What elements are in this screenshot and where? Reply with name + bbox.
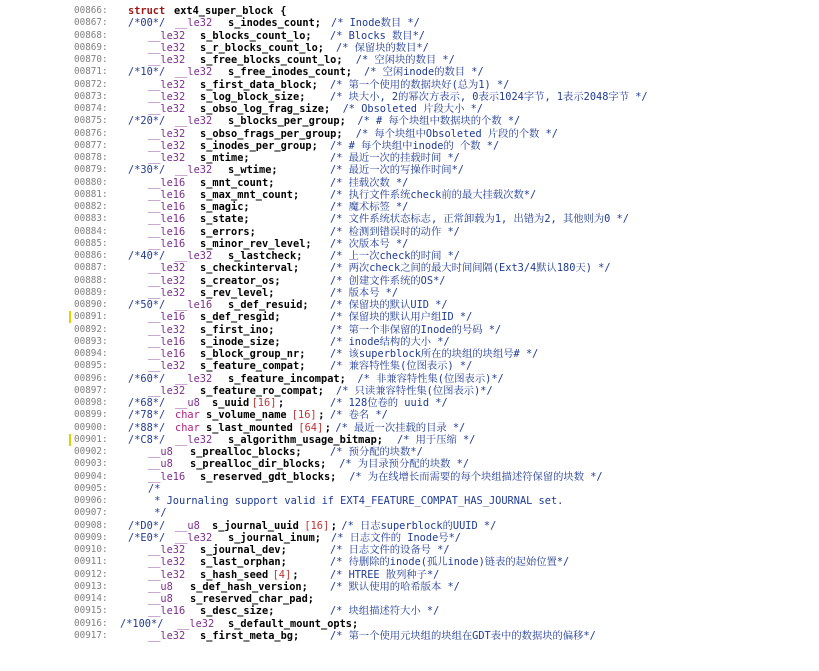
field-comment: /* 每个块组中Obsoleted 片段的个数 */ [355, 127, 558, 140]
line-number: 00872: [74, 78, 108, 90]
line-number: 00915: [74, 605, 108, 617]
field-type: __le32 [148, 544, 186, 556]
code-line [0, 287, 819, 299]
line-number: 00897: [74, 384, 108, 396]
field-type: __le32 [148, 152, 186, 164]
field-name: s_r_blocks_count_lo; [200, 41, 324, 54]
code-line [0, 532, 819, 544]
code-line [0, 520, 819, 532]
field-comment: /* 兼容特性集(位图表示) */ [330, 360, 473, 373]
field-name: s_reserved_gdt_blocks; [200, 470, 337, 483]
line-number: 00887: [74, 262, 108, 274]
field-type: __le32 [148, 54, 186, 66]
open-brace: { [274, 5, 287, 17]
line-number: 00909: [74, 531, 108, 543]
line-number: 00911: [74, 556, 108, 568]
line-number: 00882: [74, 201, 108, 212]
offset-comment: /*88*/ [128, 421, 166, 434]
line-number: 00881: [74, 188, 108, 200]
code-line [0, 189, 819, 201]
code-line [0, 360, 819, 372]
code-line [0, 507, 819, 519]
field-name: s_journal_inum; [228, 531, 321, 544]
array-size: [4] [272, 568, 292, 581]
code-line [0, 140, 819, 152]
field-comment: /* 块大小, 2的幂次方表示, 0表示1024字节, 1表示2048字节 */ [330, 90, 648, 103]
field-type: __le32 [148, 127, 186, 140]
field-comment: /* HTREE 散列种子*/ [330, 568, 440, 581]
field-type: __le32 [148, 384, 186, 397]
line-number: 00873: [74, 90, 108, 102]
code-line [0, 250, 819, 262]
field-comment: /* Obsoleted 片段大小 */ [342, 103, 483, 115]
field-type: __le32 [148, 262, 186, 275]
field-type: __le32 [177, 617, 215, 630]
field-name: s_log_block_size; [200, 90, 306, 103]
line-number: 00889: [74, 286, 108, 298]
field-type: __le32 [148, 103, 186, 115]
array-size: [64] [298, 421, 324, 434]
code-line [0, 213, 819, 225]
code-line [0, 311, 819, 323]
line-number: 00890: [74, 299, 108, 310]
line-number: 00917: [74, 629, 108, 641]
field-comment: /* Blocks 数目*/ [330, 29, 425, 42]
line-number: 00893: [74, 335, 108, 347]
line-number: 00869: [74, 41, 108, 53]
line-number: 00905: [74, 482, 108, 494]
field-type: __le32 [175, 115, 213, 128]
line-number: 00912: [74, 568, 108, 580]
code-line [0, 54, 819, 66]
code-line [0, 324, 819, 336]
code-line [0, 434, 819, 446]
offset-comment: /*00*/ [128, 17, 166, 30]
field-type: __u8 [175, 519, 200, 532]
code-line [0, 605, 819, 617]
line-number: 00907: [74, 507, 108, 519]
field-type: __le16 [148, 605, 186, 618]
field-comment: /* 第一个使用元块组的块组在GDT表中的数据块的偏移*/ [330, 629, 596, 642]
field-comment: /* Inode数目 */ [331, 17, 420, 30]
code-line [0, 103, 819, 115]
line-number: 00898: [74, 397, 108, 408]
field-name: s_journal_dev; [200, 544, 287, 556]
field-name: s_rev_level; [200, 286, 275, 299]
field-comment: /* 空闲块的数目 */ [355, 54, 455, 66]
field-name: s_creator_os; [200, 274, 281, 287]
line-number: 00868: [74, 29, 108, 41]
array-size: [16] [291, 409, 317, 422]
field-name: s_first_data_block; [200, 78, 318, 91]
field-name: s_max_mnt_count; [200, 188, 300, 201]
code-line [0, 262, 819, 274]
field-name: s_wtime; [228, 164, 278, 177]
field-comment: /* 魔术标签 */ [330, 201, 409, 213]
field-comment: /* 非兼容特性集(位图表示)*/ [357, 372, 504, 385]
line-number: 00874: [74, 103, 108, 114]
code-line [0, 79, 819, 91]
code-line [0, 115, 819, 127]
line-number: 00906: [74, 495, 108, 506]
code-line [0, 618, 819, 630]
line-number: 00910: [74, 544, 108, 555]
field-name: s_free_blocks_count_lo; [200, 54, 343, 66]
code-line [0, 471, 819, 483]
semicolon: ; [324, 421, 331, 434]
field-type: __le32 [148, 139, 186, 152]
line-number: 00885: [74, 237, 108, 249]
field-type: __le16 [148, 470, 186, 483]
line-number: 00916: [74, 617, 108, 629]
change-marker [69, 311, 71, 323]
code-line [0, 30, 819, 42]
field-comment: /* 第一个使用的数据块好(总为1) */ [330, 78, 510, 91]
field-comment: /* 空闲inode的数目 */ [364, 66, 484, 79]
field-name: s_journal_uuid [212, 519, 299, 532]
line-number: 00894: [74, 348, 108, 359]
offset-comment: /*20*/ [128, 115, 166, 128]
line-number: 00878: [74, 152, 108, 163]
code-line [0, 42, 819, 54]
field-comment: /* 最近一次的挂载时间 */ [330, 152, 460, 164]
field-type: __le32 [148, 629, 186, 642]
field-type: __le16 [148, 225, 186, 238]
line-number: 00914: [74, 593, 108, 604]
field-type: __le16 [148, 201, 186, 213]
offset-comment: /*40*/ [128, 250, 166, 262]
field-name: s_last_orphan; [200, 556, 287, 569]
field-comment: /* 预分配的块数*/ [330, 446, 423, 458]
field-comment: /* 该superblock所在的块组的块组号# */ [330, 348, 539, 360]
line-number: 00891: [74, 311, 108, 323]
field-name: s_feature_incompat; [228, 372, 346, 385]
field-type: __le32 [175, 66, 213, 79]
field-name: s_blocks_count_lo; [200, 29, 312, 42]
field-type: char [175, 409, 200, 422]
field-type: __u8 [148, 593, 173, 605]
field-comment: /* 版本号 */ [330, 286, 399, 299]
field-comment: /* 最近一次挂载的目录 */ [335, 421, 466, 434]
field-name: s_hash_seed [200, 568, 269, 581]
field-name: s_lastcheck; [228, 250, 303, 262]
semicolon: ; [318, 409, 325, 422]
line-number: 00877: [74, 139, 108, 151]
field-comment: /* # 每个块组中数据块的个数 */ [357, 115, 521, 128]
offset-comment: /*C8*/ [128, 433, 166, 446]
field-type: __le32 [148, 323, 186, 336]
line-number: 00879: [74, 164, 108, 176]
line-number: 00904: [74, 470, 108, 482]
field-type: __le32 [175, 17, 213, 30]
field-name: s_last_mounted [206, 421, 293, 434]
code-line [0, 152, 819, 164]
code-line [0, 544, 819, 556]
field-comment: /* 保留块的默认UID */ [330, 299, 448, 311]
struct-keyword: struct [128, 5, 166, 17]
field-comment: /* 128位卷的 uuid */ [330, 397, 448, 409]
field-type: __le32 [175, 531, 213, 544]
comment-text: */ [148, 507, 167, 520]
field-name: s_free_inodes_count; [228, 66, 352, 79]
code-line [0, 483, 819, 495]
field-name: s_checkinterval; [200, 262, 300, 275]
field-name: s_desc_size; [200, 605, 275, 618]
field-type: __le32 [148, 568, 186, 581]
field-type: __u8 [148, 458, 173, 471]
offset-comment: /*10*/ [128, 66, 166, 79]
code-line [0, 348, 819, 360]
code-line [0, 238, 819, 250]
code-line [0, 164, 819, 176]
field-name: s_def_hash_version; [190, 580, 308, 593]
code-line [0, 630, 819, 642]
line-number: 00899: [74, 409, 108, 421]
field-comment: /* 日志superblock的UUID */ [341, 519, 497, 532]
line-number: 00876: [74, 127, 108, 139]
code-line [0, 385, 819, 397]
field-name: s_errors; [200, 225, 256, 238]
field-comment: /* 第一个非保留的Inode的号码 */ [330, 323, 502, 336]
semicolon: ; [292, 568, 299, 581]
field-comment: /* 检测到错误时的动作 */ [330, 225, 460, 238]
line-number: 00871: [74, 66, 108, 78]
line-number: 00883: [74, 213, 108, 225]
field-type: __le32 [148, 78, 186, 91]
field-name: s_default_mount_opts; [228, 617, 359, 630]
field-type: __le32 [148, 41, 186, 54]
field-comment: /* 日志文件的设备号 */ [330, 544, 450, 556]
field-type: __le32 [175, 250, 213, 262]
line-number: 00913: [74, 580, 108, 592]
field-comment: /* 挂载次数 */ [330, 176, 409, 189]
field-comment: /* 用于压缩 */ [397, 433, 476, 446]
field-comment: /* inode结构的大小 */ [330, 335, 450, 348]
field-comment: /* 待删除的inode(孤儿inode)链表的起始位置*/ [330, 556, 570, 569]
field-name: s_feature_ro_compat; [200, 384, 324, 397]
field-type: __le16 [148, 237, 186, 250]
field-type: char [175, 421, 200, 434]
line-number: 00870: [74, 54, 108, 65]
line-number: 00886: [74, 250, 108, 261]
line-number: 00880: [74, 176, 108, 188]
field-comment: /* 为在线增长而需要的每个块组描述符保留的块数 */ [349, 470, 603, 483]
field-comment: /* 为目录预分配的块数 */ [339, 458, 470, 471]
field-name: s_minor_rev_level; [200, 237, 312, 250]
field-type: __le32 [148, 29, 186, 42]
code-line [0, 422, 819, 434]
code-line [0, 5, 819, 17]
offset-comment: /*50*/ [128, 299, 166, 311]
line-number: 00900: [74, 421, 108, 433]
field-name: s_uuid [212, 397, 250, 409]
field-name: s_blocks_per_group; [228, 115, 346, 128]
field-type: __le32 [175, 372, 213, 385]
code-line [0, 495, 819, 507]
field-type: __le32 [148, 274, 186, 287]
code-line [0, 177, 819, 189]
field-name: s_block_group_nr; [200, 348, 306, 360]
field-type: __u8 [148, 580, 173, 593]
semicolon: ; [330, 519, 337, 532]
line-number: 00888: [74, 274, 108, 286]
field-type: __le32 [175, 164, 213, 177]
line-number: 00896: [74, 372, 108, 384]
semicolon: ; [278, 397, 285, 409]
field-type: __le16 [148, 176, 186, 189]
offset-comment: /*D0*/ [128, 519, 166, 532]
field-name: s_first_ino; [200, 323, 275, 336]
array-size: [16] [251, 397, 277, 409]
code-line [0, 458, 819, 470]
code-line [0, 91, 819, 103]
code-line [0, 397, 819, 409]
field-comment: /* 保留块的数目*/ [336, 41, 429, 54]
field-type: __le16 [148, 188, 186, 201]
line-number: 00866: [74, 5, 108, 16]
code-line [0, 128, 819, 140]
line-number: 00892: [74, 323, 108, 335]
line-number: 00908: [74, 519, 108, 531]
code-line [0, 226, 819, 238]
field-name: s_mtime; [200, 152, 250, 164]
field-type: __u8 [175, 397, 200, 409]
offset-comment: /*30*/ [128, 164, 166, 177]
field-name: s_inodes_count; [228, 17, 321, 30]
field-comment: /* 只读兼容特性集(位图表示)*/ [336, 384, 493, 397]
field-name: s_first_meta_bg; [200, 629, 300, 642]
field-comment: /* 创建文件系统的OS*/ [330, 274, 446, 287]
array-size: [16] [304, 519, 330, 532]
field-type: __le16 [175, 299, 213, 311]
field-type: __le16 [148, 311, 186, 324]
struct-name: ext4_super_block [174, 5, 274, 17]
code-line [0, 409, 819, 421]
field-comment: /* 次版本号 */ [330, 237, 409, 250]
code-line [0, 373, 819, 385]
line-number: 00902: [74, 446, 108, 457]
field-type: __u8 [148, 446, 173, 458]
field-name: s_prealloc_blocks; [190, 446, 302, 458]
field-comment: /* 块组描述符大小 */ [330, 605, 440, 618]
field-comment: /* 卷名 */ [330, 409, 388, 422]
code-line [0, 336, 819, 348]
field-name: s_volume_name [206, 409, 287, 422]
field-name: s_feature_compat; [200, 360, 306, 373]
field-comment: /* 执行文件系统check前的最大挂载次数*/ [330, 188, 537, 201]
field-comment: /* # 每个块组中inode的 个数 */ [330, 139, 500, 152]
field-comment: /* 文件系统状态标志, 正常卸载为1, 出错为2, 其他则为0 */ [330, 213, 629, 226]
line-number: 00901: [74, 433, 108, 445]
field-comment: /* 上一次check的时间 */ [330, 250, 460, 262]
field-type: __le32 [148, 286, 186, 299]
field-type: __le16 [148, 348, 186, 360]
field-name: s_state; [200, 213, 250, 226]
line-number: 00903: [74, 458, 108, 470]
code-line [0, 581, 819, 593]
field-name: s_def_resuid; [228, 299, 309, 311]
code-line [0, 201, 819, 213]
line-number: 00895: [74, 360, 108, 372]
field-comment: /* 默认使用的哈希版本 */ [330, 580, 460, 593]
field-name: s_prealloc_dir_blocks; [190, 458, 327, 471]
field-comment: /* 两次check之间的最大时间间隔(Ext3/4默认180天) */ [330, 262, 611, 275]
code-line [0, 593, 819, 605]
change-marker [69, 434, 71, 446]
field-comment: /* 最近一次的写操作时间*/ [330, 164, 464, 177]
field-name: s_obso_frags_per_group; [200, 127, 343, 140]
line-number: 00875: [74, 115, 108, 127]
field-type: __le16 [148, 335, 186, 348]
field-name: s_reserved_char_pad; [190, 593, 314, 605]
code-line [0, 446, 819, 458]
comment-text: /* [148, 482, 161, 495]
offset-comment: /*68*/ [128, 397, 166, 409]
field-type: __le32 [175, 433, 213, 446]
line-number: 00884: [74, 225, 108, 237]
code-line [0, 275, 819, 287]
line-number: 00867: [74, 17, 108, 29]
comment-text: * Journaling support valid if EXT4_FEATURE_COMPAT_HAS_JOURNAL set. [148, 495, 564, 507]
field-type: __le32 [148, 556, 186, 569]
field-name: s_def_resgid; [200, 311, 281, 324]
offset-comment: /*78*/ [128, 409, 166, 422]
field-comment: /* 保留块的默认用户组ID */ [330, 311, 473, 324]
field-name: s_magic; [200, 201, 250, 213]
field-type: __le32 [148, 360, 186, 373]
offset-comment: /*E0*/ [128, 531, 166, 544]
offset-comment: /*60*/ [128, 372, 166, 385]
offset-comment: /*100*/ [120, 617, 164, 630]
code-line [0, 17, 819, 29]
field-type: __le16 [148, 213, 186, 226]
field-name: s_obso_log_frag_size; [200, 103, 331, 115]
field-name: s_mnt_count; [200, 176, 275, 189]
field-name: s_inodes_per_group; [200, 139, 318, 152]
code-line [0, 66, 819, 78]
code-line [0, 299, 819, 311]
field-name: s_algorithm_usage_bitmap; [228, 433, 383, 446]
code-line [0, 556, 819, 568]
field-type: __le32 [148, 90, 186, 103]
field-comment: /* 日志文件的 Inode号*/ [331, 531, 461, 544]
field-name: s_inode_size; [200, 335, 281, 348]
code-line [0, 569, 819, 581]
